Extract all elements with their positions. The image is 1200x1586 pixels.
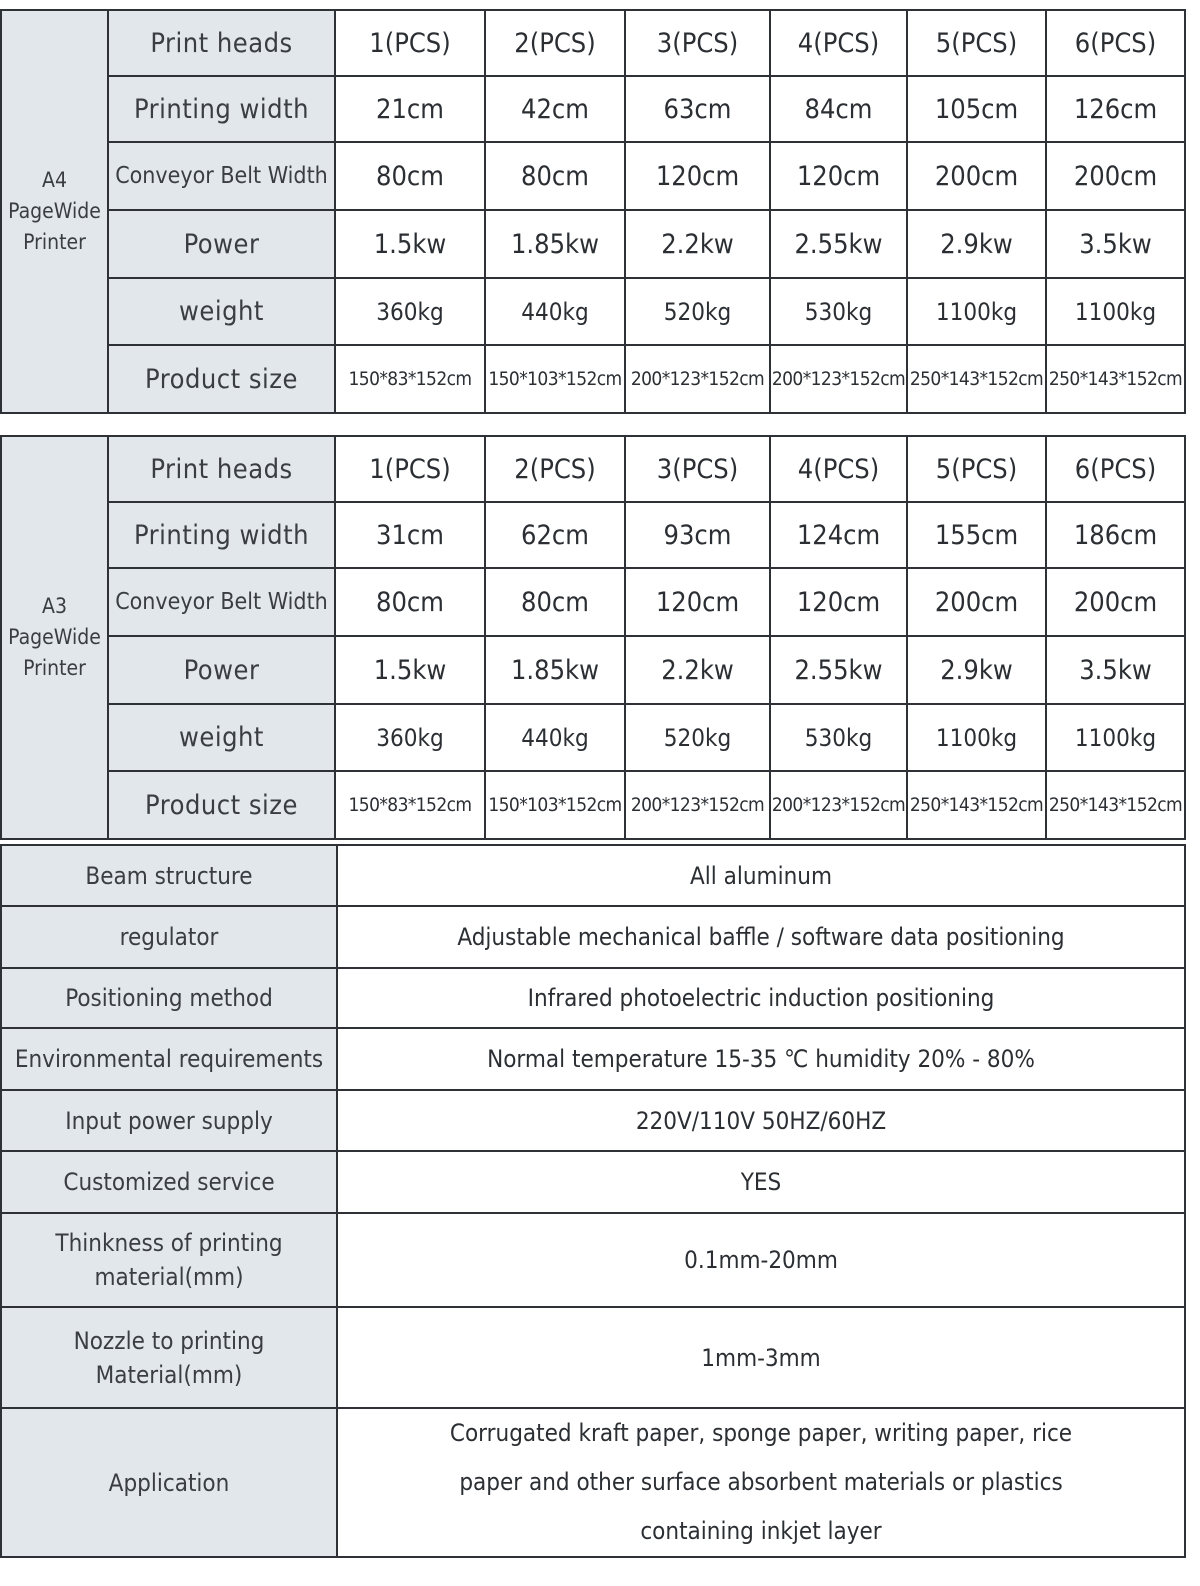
spec-value-cell: 5(PCS) <box>907 10 1046 76</box>
a4-spec-table <box>0 9 1186 414</box>
general-spec-row <box>1 1090 1185 1151</box>
spec-value-cell: 200cm <box>907 568 1046 636</box>
a4-rows <box>1 10 1185 413</box>
spec-value-cell: 250*143*152cm <box>907 771 1046 839</box>
a3-row-printing-width <box>1 502 1185 568</box>
spec-value-cell: 120cm <box>625 142 770 210</box>
spec-value-cell: 1.85kw <box>485 636 625 704</box>
spec-value-cell: 440kg <box>485 278 625 345</box>
model-name-line: A3 <box>42 594 67 618</box>
spec-value-cell: 4(PCS) <box>770 10 907 76</box>
spec-value-cell: 80cm <box>335 142 485 210</box>
spec-value-cell: 105cm <box>907 76 1046 142</box>
spec-value: 1mm-3mm <box>337 1307 1185 1408</box>
spec-value-cell: 1.5kw <box>335 636 485 704</box>
general-spec-row <box>1 1408 1185 1557</box>
row-label: Print heads <box>108 10 335 76</box>
row-label: Conveyor Belt Width <box>108 142 335 210</box>
spec-value-cell: 2.55kw <box>770 210 907 278</box>
spec-value-cell: 250*143*152cm <box>1046 345 1185 413</box>
model-name-line: Printer <box>23 230 86 254</box>
spec-value-cell: 520kg <box>625 704 770 771</box>
spec-label: Beam structure <box>1 845 337 906</box>
model-name-line: PageWide <box>8 625 101 649</box>
spec-value-cell: 200cm <box>1046 142 1185 210</box>
spec-value-cell: 1(PCS) <box>335 436 485 502</box>
spec-value-cell: 1.85kw <box>485 210 625 278</box>
spec-value-cell: 2.9kw <box>907 636 1046 704</box>
spec-value-cell: 80cm <box>485 568 625 636</box>
spec-label: Customized service <box>1 1151 337 1213</box>
spec-value: Infrared photoelectric induction positioning <box>337 968 1185 1028</box>
spec-value-cell: 4(PCS) <box>770 436 907 502</box>
spec-label: Nozzle to printing Material(mm) <box>1 1307 337 1408</box>
row-label: Printing width <box>108 76 335 142</box>
spec-value-cell: 250*143*152cm <box>1046 771 1185 839</box>
spec-value: YES <box>337 1151 1185 1213</box>
a3-row-weight <box>1 704 1185 771</box>
spec-value-cell: 93cm <box>625 502 770 568</box>
spec-value-cell: 6(PCS) <box>1046 436 1185 502</box>
general-spec-row <box>1 1307 1185 1408</box>
a4-row-weight <box>1 278 1185 345</box>
spec-label: regulator <box>1 906 337 968</box>
a3-row-product-size <box>1 771 1185 839</box>
spec-value: Corrugated kraft paper, sponge paper, writing paper, rice paper and other surface absorbent materials or plastics containing inkjet layer <box>337 1408 1185 1557</box>
row-label: Product size <box>108 771 335 839</box>
spec-value-cell: 1.5kw <box>335 210 485 278</box>
spec-value-cell: 200*123*152cm <box>625 345 770 413</box>
spec-value-cell: 150*83*152cm <box>335 345 485 413</box>
spec-value: 220V/110V 50HZ/60HZ <box>337 1090 1185 1151</box>
a3-row-conveyor-belt-width <box>1 568 1185 636</box>
spec-value-cell: 530kg <box>770 278 907 345</box>
spec-value-cell: 80cm <box>485 142 625 210</box>
spec-value-cell: 1100kg <box>1046 704 1185 771</box>
spec-value-cell: 530kg <box>770 704 907 771</box>
spec-label: Thinkness of printing material(mm) <box>1 1213 337 1307</box>
a4-row-product-size <box>1 345 1185 413</box>
spec-value-cell: 1100kg <box>907 278 1046 345</box>
spec-value-cell: 186cm <box>1046 502 1185 568</box>
spec-value-cell: 42cm <box>485 76 625 142</box>
a3-model-name <box>1 436 108 839</box>
spec-value-cell: 3.5kw <box>1046 210 1185 278</box>
spec-value-cell: 200cm <box>1046 568 1185 636</box>
spec-value-cell: 200*123*152cm <box>770 771 907 839</box>
spec-value-cell: 2(PCS) <box>485 10 625 76</box>
general-spec-row <box>1 968 1185 1028</box>
row-label: Print heads <box>108 436 335 502</box>
spec-value-cell: 2(PCS) <box>485 436 625 502</box>
spec-value-cell: 31cm <box>335 502 485 568</box>
spec-value-cell: 150*103*152cm <box>485 345 625 413</box>
spec-value: Normal temperature 15-35 ℃ humidity 20% - 80% <box>337 1028 1185 1090</box>
general-spec-row <box>1 1213 1185 1307</box>
a3-spec-table <box>0 435 1186 840</box>
a3-rows <box>1 436 1185 839</box>
a4-row-power <box>1 210 1185 278</box>
spec-label: Application <box>1 1408 337 1557</box>
spec-value-cell: 63cm <box>625 76 770 142</box>
a4-row-print-heads <box>1 10 1185 76</box>
spec-value-cell: 440kg <box>485 704 625 771</box>
spec-value-cell: 155cm <box>907 502 1046 568</box>
spec-label: Input power supply <box>1 1090 337 1151</box>
spec-value-cell: 150*83*152cm <box>335 771 485 839</box>
row-label: Printing width <box>108 502 335 568</box>
spec-value-cell: 520kg <box>625 278 770 345</box>
spec-value-cell: 200cm <box>907 142 1046 210</box>
spec-label: Environmental requirements <box>1 1028 337 1090</box>
a3-row-power <box>1 636 1185 704</box>
spec-value-cell: 200*123*152cm <box>770 345 907 413</box>
row-label: Product size <box>108 345 335 413</box>
spec-value-cell: 5(PCS) <box>907 436 1046 502</box>
row-label: Power <box>108 210 335 278</box>
spec-value-cell: 3.5kw <box>1046 636 1185 704</box>
general-spec-table <box>0 844 1186 1558</box>
general-spec-row <box>1 1028 1185 1090</box>
spec-value-cell: 62cm <box>485 502 625 568</box>
spec-value-cell: 1(PCS) <box>335 10 485 76</box>
spec-value-cell: 3(PCS) <box>625 436 770 502</box>
general-spec-row <box>1 906 1185 968</box>
spec-value-cell: 124cm <box>770 502 907 568</box>
general-spec-row <box>1 845 1185 906</box>
general-spec-row <box>1 1151 1185 1213</box>
spec-value-cell: 84cm <box>770 76 907 142</box>
spec-value-cell: 360kg <box>335 278 485 345</box>
spec-value: 0.1mm-20mm <box>337 1213 1185 1307</box>
spec-value-cell: 360kg <box>335 704 485 771</box>
spec-value: Adjustable mechanical baffle / software data positioning <box>337 906 1185 968</box>
row-label: weight <box>108 278 335 345</box>
a4-row-conveyor-belt-width <box>1 142 1185 210</box>
spec-value-cell: 250*143*152cm <box>907 345 1046 413</box>
spec-value-cell: 120cm <box>770 568 907 636</box>
spec-label: Positioning method <box>1 968 337 1028</box>
spec-value-cell: 2.55kw <box>770 636 907 704</box>
row-label: Conveyor Belt Width <box>108 568 335 636</box>
spec-value-cell: 120cm <box>625 568 770 636</box>
spec-value-cell: 126cm <box>1046 76 1185 142</box>
a4-row-printing-width <box>1 76 1185 142</box>
spec-value-cell: 200*123*152cm <box>625 771 770 839</box>
model-name-line: Printer <box>23 656 86 680</box>
spec-value: All aluminum <box>337 845 1185 906</box>
spec-value-cell: 1100kg <box>1046 278 1185 345</box>
model-name-line: A4 <box>42 168 67 192</box>
spec-value-cell: 2.2kw <box>625 636 770 704</box>
spec-value-cell: 80cm <box>335 568 485 636</box>
spec-value-cell: 150*103*152cm <box>485 771 625 839</box>
spec-value-cell: 2.2kw <box>625 210 770 278</box>
spec-value-cell: 2.9kw <box>907 210 1046 278</box>
model-name-line: PageWide <box>8 199 101 223</box>
a3-row-print-heads <box>1 436 1185 502</box>
spec-value-cell: 120cm <box>770 142 907 210</box>
spec-value-cell: 21cm <box>335 76 485 142</box>
general-rows <box>1 845 1185 1557</box>
spec-value-cell: 6(PCS) <box>1046 10 1185 76</box>
spec-value-cell: 1100kg <box>907 704 1046 771</box>
a4-model-name <box>1 10 108 413</box>
row-label: weight <box>108 704 335 771</box>
row-label: Power <box>108 636 335 704</box>
spec-value-cell: 3(PCS) <box>625 10 770 76</box>
